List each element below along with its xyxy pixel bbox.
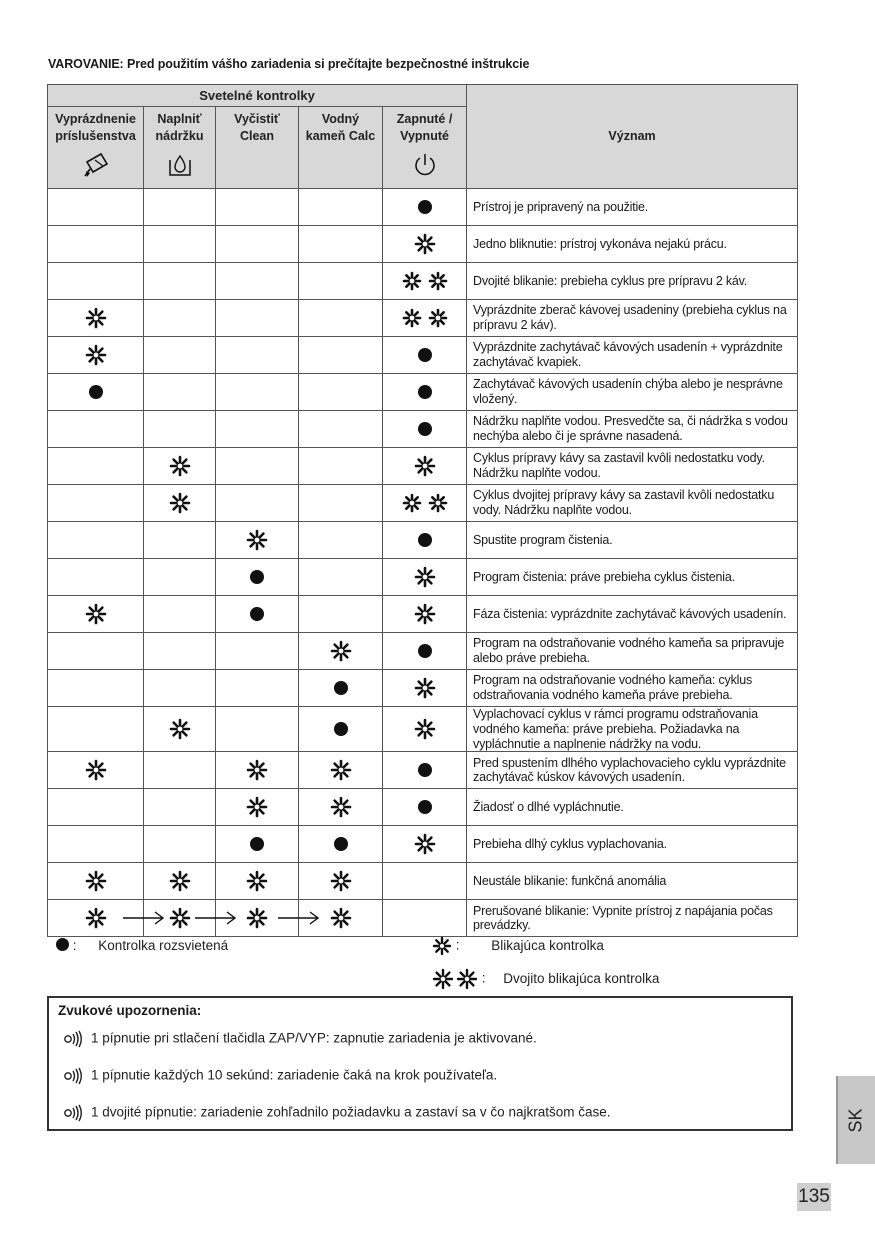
beep-icon [63,1104,83,1122]
indicator-cell [144,559,216,596]
indicator-group-header: Svetelné kontrolky [48,85,467,107]
light-on-icon [250,570,264,584]
indicator-cell [299,559,383,596]
indicator-cell [299,670,383,707]
blink-icon [169,870,191,892]
blink-icon [246,529,268,551]
warning-heading: VAROVANIE: Pred použitím vášho zariadenia si prečítajte bezpečnostné inštrukcie [48,57,530,71]
legend-on-label: Kontrolka rozsvietená [98,938,229,953]
indicator-cell [144,263,216,300]
sound-notifications-box [47,996,793,1131]
indicator-cell [216,300,299,337]
legend-separator: : [72,938,77,953]
meaning-cell: Prístroj je pripravený na použitie. [467,189,798,226]
indicator-cell [48,826,144,863]
blink-icon [330,796,352,818]
indicator-cell [299,863,383,900]
table-row [48,863,798,900]
beep-icon [63,1067,83,1085]
indicator-cell [383,374,467,411]
blink-icon-a [402,493,422,513]
indicator-cell [383,863,467,900]
double-blink-icon [402,272,448,289]
indicator-cell [216,485,299,522]
blink-icon [414,833,436,855]
indicator-cell [216,596,299,633]
light-on-icon [334,722,348,736]
indicator-cell [48,707,144,752]
indicator-cell [48,863,144,900]
indicator-cell [383,596,467,633]
meaning-cell: Vyprázdnite zachytávač kávových usadenín + vyprázdnite zachytávač kvapiek. [467,337,798,374]
indicator-cell [216,448,299,485]
table-row [48,559,798,596]
indicator-cell [383,226,467,263]
table-row [48,670,798,707]
blink-icon [414,566,436,588]
column-header-line1: Vyprázdnenie [55,112,136,126]
sound-item-text: 1 pípnutie každých 10 sekúnd: zariadenie čaká na krok používateľa. [91,1067,498,1083]
indicator-cell [299,226,383,263]
light-on-icon [418,422,432,436]
indicator-cell [299,374,383,411]
indicator-cell [216,559,299,596]
indicator-cell [48,448,144,485]
indicator-cell [216,522,299,559]
double-blink-icon [402,494,448,511]
indicator-cell [383,411,467,448]
indicator-cell [383,789,467,826]
blink-icon [414,677,436,699]
column-header-line1: Vyčistiť [234,112,280,126]
legend-double-label: Dvojito blikajúca kontrolka [503,970,660,986]
blink-icon [85,870,107,892]
language-tab [836,1076,875,1164]
indicator-cell [299,707,383,752]
meaning-cell: Pred spustením dlhého vyplachovacieho cyklu vyprázdnite zachytávač kúskov kávových usadenín. [467,752,798,789]
legend-separator: : [455,937,460,953]
meaning-cell: Prerušované blikanie: Vypnite prístroj z napájania počas prevádzky. [467,900,798,937]
meaning-cell: Dvojité blikanie: prebieha cyklus pre prípravu 2 káv. [467,263,798,300]
indicator-cell [299,633,383,670]
table-row [48,448,798,485]
meaning-cell: Neustále blikanie: funkčná anomália [467,863,798,900]
column-header [299,107,383,189]
blink-icon [169,718,191,740]
blink-icon [330,640,352,662]
column-header-line2: Vypnuté [400,128,449,143]
indicator-cell [216,789,299,826]
blink-icon [330,907,352,929]
meaning-cell: Program na odstraňovanie vodného kameňa: cyklus odstraňovania vodného kameňa práve prebieha. [467,670,798,707]
blink-icon [246,796,268,818]
table-row [48,374,798,411]
indicator-cell [48,189,144,226]
indicator-cell [48,522,144,559]
indicator-cell [144,411,216,448]
table-row [48,789,798,826]
indicator-cell [144,337,216,374]
column-header [144,107,216,189]
light-on-icon [250,607,264,621]
sound-item [63,1104,611,1122]
indicator-cell [216,670,299,707]
indicator-cell [48,900,144,937]
power-icon [412,152,438,178]
indicator-cell [299,337,383,374]
meaning-cell: Prebieha dlhý cyklus vyplachovania. [467,826,798,863]
meaning-cell: Program čistenia: práve prebieha cyklus čistenia. [467,559,798,596]
legend-blink [432,936,604,956]
legend-double [432,968,659,990]
light-on-icon [418,533,432,547]
light-on-icon [250,837,264,851]
indicator-cell [48,263,144,300]
indicator-cell [144,596,216,633]
table-row [48,485,798,522]
indicator-cell [383,448,467,485]
blink-icon-b [428,493,448,513]
table-row [48,300,798,337]
blink-icon [432,936,452,956]
indicator-cell [144,522,216,559]
indicator-table [47,84,798,937]
blink-icon-b [428,271,448,291]
table-row [48,633,798,670]
indicator-cell [216,226,299,263]
table-row [48,226,798,263]
indicator-cell [216,826,299,863]
indicator-cell [383,900,467,937]
column-header-line2: Clean [239,128,275,143]
light-on-icon [418,200,432,214]
sound-item [63,1067,497,1085]
language-code: SK [845,1107,866,1133]
table-row [48,411,798,448]
table-row [48,826,798,863]
column-header [216,107,299,189]
indicator-cell [144,374,216,411]
indicator-cell [299,263,383,300]
indicator-cell [48,226,144,263]
indicator-cell [144,189,216,226]
blink-icon [414,603,436,625]
column-header-line1: Vodný [321,112,360,126]
indicator-cell [383,826,467,863]
indicator-cell [48,374,144,411]
indicator-cell [216,411,299,448]
indicator-cell [144,485,216,522]
indicator-cell [216,900,299,937]
indicator-cell [299,485,383,522]
arrow-right-icon [278,911,320,925]
column-header [383,107,467,189]
blink-icon [85,344,107,366]
blink-icon [246,870,268,892]
blink-icon-b [428,308,448,328]
indicator-cell [299,826,383,863]
indicator-cell [383,633,467,670]
blink-icon-a [402,271,422,291]
blink-icon [169,455,191,477]
light-on-icon [418,644,432,658]
table-row [48,900,798,937]
light-on-icon [56,938,69,951]
blink-icon [85,759,107,781]
light-on-icon [418,385,432,399]
blink-icon [85,307,107,329]
indicator-cell [48,789,144,826]
indicator-cell [383,707,467,752]
indicator-cell [216,707,299,752]
indicator-cell [216,863,299,900]
indicator-cell [216,337,299,374]
indicator-cell [383,300,467,337]
sound-item-text: 1 dvojité pípnutie: zariadenie zohľadnilo požiadavku a zastaví sa v čo najkratšom čase. [91,1104,611,1120]
indicator-cell [144,633,216,670]
indicator-cell [48,633,144,670]
indicator-cell [383,189,467,226]
indicator-cell [383,559,467,596]
indicator-cell [299,448,383,485]
indicator-cell [383,670,467,707]
indicator-cell [299,300,383,337]
light-on-icon [418,800,432,814]
indicator-cell [48,485,144,522]
column-header-line1: Naplniť [157,112,202,126]
meaning-cell: Cyklus prípravy kávy sa zastavil kvôli nedostatku vody. Nádržku naplňte vodou. [467,448,798,485]
sound-item-text: 1 pípnutie pri stlačení tlačidla ZAP/VYP: zapnutie zariadenia je aktivované. [91,1030,537,1046]
indicator-cell [48,559,144,596]
beep-icon [63,1030,83,1048]
indicator-cell [299,752,383,789]
indicator-cell [299,596,383,633]
indicator-cell [144,900,216,937]
column-header [48,107,144,189]
sound-title: Zvukové upozornenia: [58,1003,202,1018]
column-header-line2: nádržku [155,128,204,143]
blink-icon [169,492,191,514]
indicator-cell [383,752,467,789]
indicator-cell [383,522,467,559]
meaning-cell: Fáza čistenia: vyprázdnite zachytávač kávových usadenín. [467,596,798,633]
indicator-cell [144,752,216,789]
indicator-cell [48,596,144,633]
indicator-cell [299,411,383,448]
blink-icon [330,870,352,892]
indicator-cell [144,863,216,900]
blink-icon [414,718,436,740]
table-row [48,596,798,633]
table-row [48,522,798,559]
light-on-icon [418,763,432,777]
meaning-cell: Program na odstraňovanie vodného kameňa sa pripravuje alebo práve prebieha. [467,633,798,670]
indicator-cell [144,448,216,485]
blink-icon [246,907,268,929]
table-row [48,752,798,789]
table-row [48,337,798,374]
indicator-cell [144,707,216,752]
indicator-cell [48,300,144,337]
double-blink-icon [402,309,448,326]
accessory-empty-icon [81,152,111,178]
indicator-cell [144,226,216,263]
column-header-line2: kameň Calc [305,128,376,143]
meaning-cell: Jedno bliknutie: prístroj vykonáva nejakú prácu. [467,226,798,263]
legend-blink-label: Blikajúca kontrolka [491,937,604,953]
blink-icon [85,603,107,625]
legend-on [56,938,228,953]
indicator-cell [144,789,216,826]
blink-icon [330,759,352,781]
sound-item [63,1030,537,1048]
indicator-cell [144,826,216,863]
indicator-cell [48,752,144,789]
indicator-cell [299,189,383,226]
blink-icon [169,907,191,929]
meaning-header: Význam [467,85,798,189]
indicator-cell [216,374,299,411]
column-header-line1: Zapnuté / [396,112,453,126]
blink-icon [246,759,268,781]
indicator-cell [144,300,216,337]
blink-icon [414,233,436,255]
table-row [48,189,798,226]
double-blink-icon [432,968,478,990]
indicator-cell [144,670,216,707]
indicator-cell [383,263,467,300]
water-tank-icon [168,152,192,178]
light-on-icon [334,681,348,695]
meaning-cell: Vyprázdnite zberač kávovej usadeniny (prebieha cyklus na prípravu 2 káv). [467,300,798,337]
light-on-icon [89,385,103,399]
legend-separator: : [481,970,486,986]
meaning-cell: Žiadosť o dlhé vypláchnutie. [467,789,798,826]
table-row [48,263,798,300]
light-on-icon [334,837,348,851]
column-header-line2: príslušenstva [55,128,136,143]
indicator-cell [383,485,467,522]
meaning-cell: Spustite program čistenia. [467,522,798,559]
indicator-cell [48,670,144,707]
indicator-cell [299,789,383,826]
indicator-cell [48,337,144,374]
indicator-cell [216,752,299,789]
blink-icon [414,455,436,477]
indicator-cell [216,189,299,226]
table-row [48,707,798,752]
meaning-cell: Vyplachovací cyklus v rámci programu odstraňovania vodného kameňa: práve prebieha. Požiadavka na vypláchnutie a naplnenie nádržky na vodu. [467,707,798,752]
light-on-icon [418,348,432,362]
indicator-cell [216,263,299,300]
blink-icon-a [402,308,422,328]
indicator-cell [299,522,383,559]
indicator-cell [383,337,467,374]
meaning-cell: Zachytávač kávových usadenín chýba alebo je nesprávne vložený. [467,374,798,411]
blink-icon [85,907,107,929]
meaning-cell: Nádržku naplňte vodou. Presvedčte sa, či nádržka s vodou nechýba alebo či je správne nasadená. [467,411,798,448]
meaning-cell: Cyklus dvojitej prípravy kávy sa zastavil kvôli nedostatku vody. Nádržku naplňte vodou. [467,485,798,522]
indicator-cell [48,411,144,448]
indicator-cell [216,633,299,670]
page-number: 135 [797,1183,831,1211]
